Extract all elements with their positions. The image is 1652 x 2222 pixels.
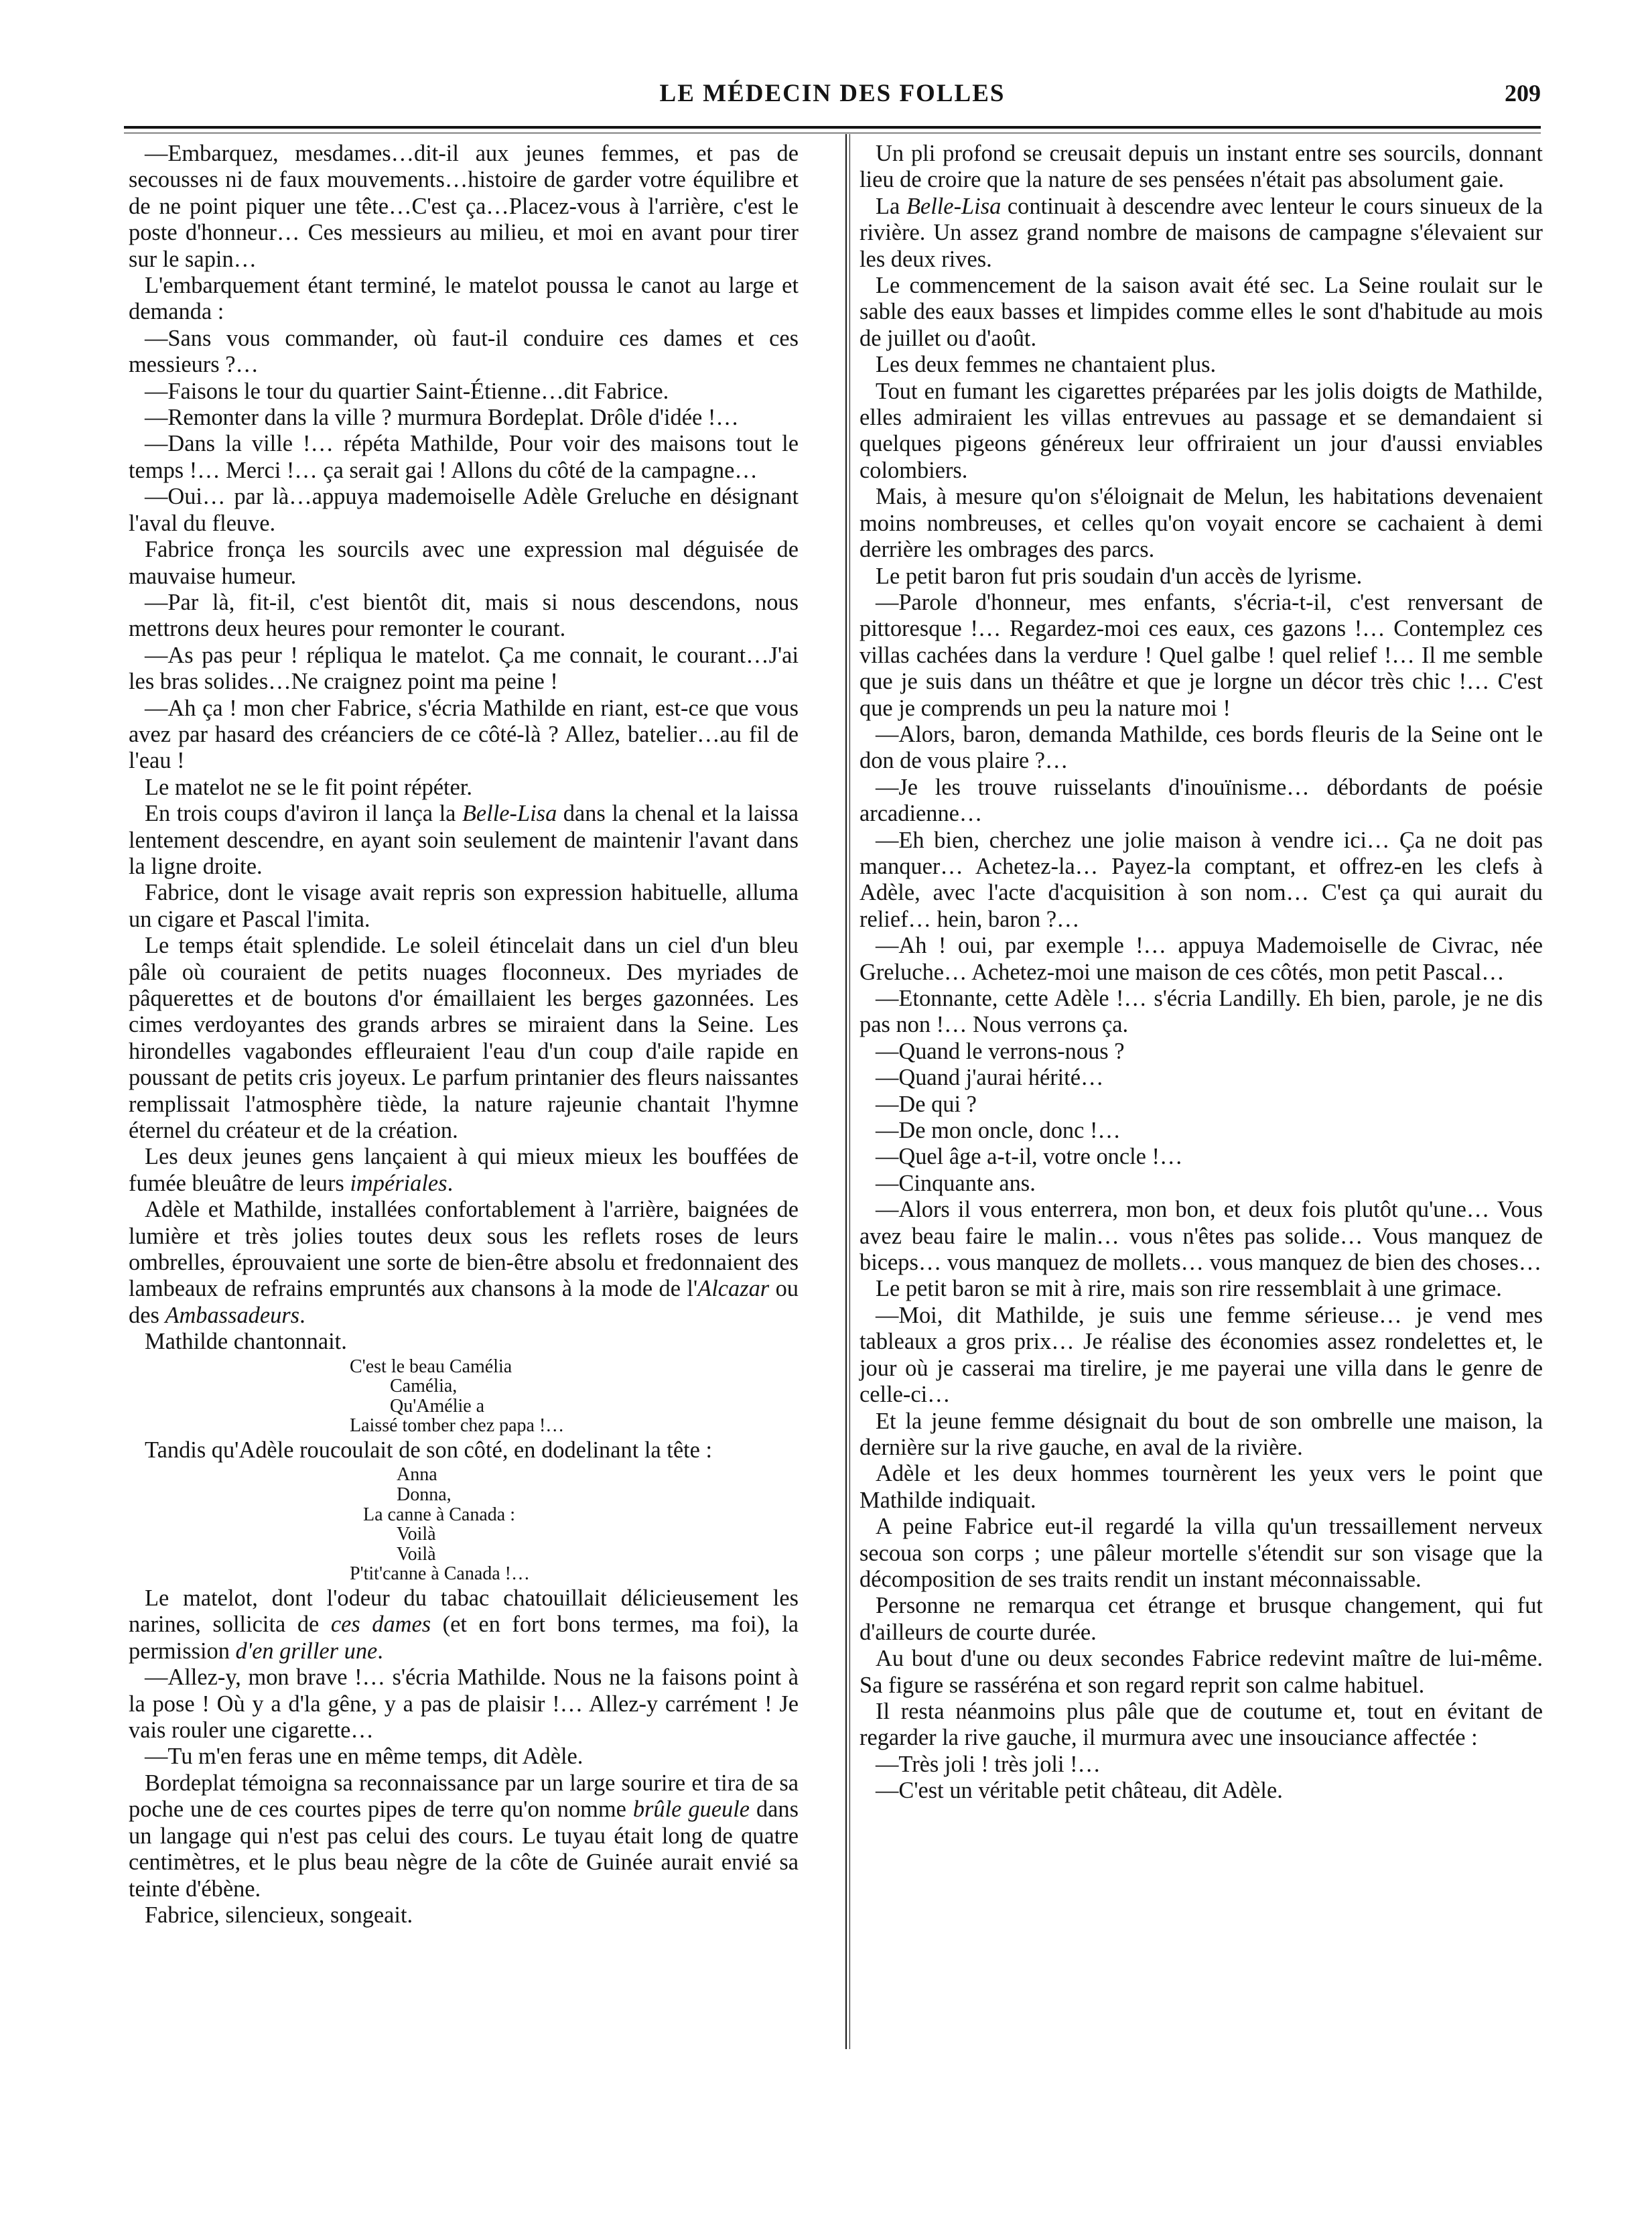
paragraph xyxy=(129,1585,799,1664)
song-verse-1 xyxy=(350,1357,799,1436)
paragraph xyxy=(129,1197,799,1329)
italic-text: Ambassadeurs xyxy=(165,1302,300,1328)
paragraph: —Etonnante, cette Adèle !… s'écria Landilly. Eh bien, parole, je ne dis pas non !… Nous verrons ça. xyxy=(859,986,1543,1038)
verse-line: C'est le beau Camélia xyxy=(350,1356,512,1377)
running-title: LE MÉDECIN DES FOLLES xyxy=(659,80,1006,107)
paragraph: Adèle et les deux hommes tournèrent les yeux vers le point que Mathilde indiquait. xyxy=(859,1461,1543,1513)
verse-line: Donna, xyxy=(397,1484,452,1506)
paragraph: —Remonter dans la ville ? murmura Bordeplat. Drôle d'idée !… xyxy=(145,405,739,431)
paragraph: Les deux femmes ne chantaient plus. xyxy=(876,352,1217,378)
paragraph: Mais, à mesure qu'on s'éloignait de Melun, les habitations devenaient moins nombreuses, et celles qu'on voyait encore se cachaient à demi derrière les ombrages des parcs. xyxy=(859,484,1543,563)
paragraph: Le petit baron se mit à rire, mais son rire ressemblait à une grimace. xyxy=(876,1276,1502,1302)
paragraph: —Alors il vous enterrera, mon bon, et deux fois plutôt qu'une… Vous avez beau faire le malin… vous n'êtes pas solide… Vous manquez de biceps… vous manquez de mollets… vous manquez de bien des choses… xyxy=(859,1197,1543,1276)
verse-line: P'tit'canne à Canada !… xyxy=(350,1563,530,1585)
paragraph: —Embarquez, mesdames…dit-il aux jeunes femmes, et pas de secousses ni de faux mouvements…histoire de garder votre équilibre et de ne point piquer une tête…C'est ça…Placez-vous à l'arrière, c'est le poste d'honneur… Ces messieurs au milieu, et moi en avant pour tirer sur le sapin… xyxy=(129,141,799,272)
text: Le matelot, dont l'odeur du tabac chatouillait délicieusement les narines, sollicita de xyxy=(129,1585,799,1638)
text: En trois coups d'aviron il lança la xyxy=(145,801,462,827)
text: . xyxy=(377,1638,383,1664)
paragraph: Personne ne remarqua cet étrange et brusque changement, qui fut d'ailleurs de courte durée. xyxy=(859,1593,1543,1645)
paragraph: —Parole d'honneur, mes enfants, s'écria-t-il, c'est renversant de pittoresque !… Regardez-moi ces eaux, ces gazons !… Contemplez ces villas cachées dans la verdure ! Quel galbe ! quel relief !… Il me semble que je suis dans un théâtre et que je lorgne un décor très chic !… C'est que je comprends un peu la nature moi ! xyxy=(859,589,1543,721)
italic-text: d'en griller une xyxy=(235,1638,378,1664)
paragraph: —Alors, baron, demanda Mathilde, ces bords fleuris de la Seine ont le don de vous plaire ?… xyxy=(859,721,1543,774)
paragraph: Le commencement de la saison avait été sec. La Seine roulait sur le sable des eaux basses et limpides comme elles le sont d'habitude au mois de juillet ou d'août. xyxy=(859,273,1543,351)
paragraph: —Ah ! oui, par exemple !… appuya Mademoiselle de Civrac, née Greluche… Achetez-moi une maison de ces côtés, mon petit Pascal… xyxy=(859,933,1543,985)
paragraph: —Très joli ! très joli !… xyxy=(876,1751,1101,1777)
paragraph: —Quel âge a-t-il, votre oncle !… xyxy=(876,1144,1183,1170)
text: (et en fort bons termes, ma foi), la permission xyxy=(129,1612,799,1664)
right-column xyxy=(859,141,1543,1805)
text: dans un langage qui n'est pas celui des cours. Le tuyau était long de quatre centimètres, et le plus beau nègre de la côte de Guinée aurait envié sa teinte d'ébène. xyxy=(129,1796,799,1902)
paragraph: Le matelot ne se le fit point répéter. xyxy=(145,774,472,800)
paragraph: —Tu m'en feras une en même temps, dit Adèle. xyxy=(145,1744,583,1770)
paragraph: —De qui ? xyxy=(876,1091,977,1117)
paragraph: Mathilde chantonnait. xyxy=(145,1329,347,1355)
paragraph: Le petit baron fut pris soudain d'un accès de lyrisme. xyxy=(876,563,1363,589)
column-divider xyxy=(845,134,847,2049)
text: ou des xyxy=(129,1276,799,1328)
paragraph: —Quand j'aurai hérité… xyxy=(876,1065,1104,1091)
paragraph: —As pas peur ! répliqua le matelot. Ça me connait, le courant…J'ai les bras solides…Ne craignez point ma peine ! xyxy=(129,642,799,695)
paragraph: A peine Fabrice eut-il regardé la villa qu'un tressaillement nerveux secoua son corps ; une pâleur mortelle s'étendit sur son visage que la décomposition de ses traits rendit un instant méconnaissable. xyxy=(859,1514,1543,1592)
verse-line: Qu'Amélie a xyxy=(390,1395,485,1417)
paragraph: —Sans vous commander, où faut-il conduire ces dames et ces messieurs ?… xyxy=(129,325,799,378)
paragraph xyxy=(129,801,799,880)
verse-line: Camélia, xyxy=(390,1376,458,1397)
italic-text: Alcazar xyxy=(697,1276,770,1302)
page-number: 209 xyxy=(1505,80,1541,107)
text: continuait à descendre avec lenteur le cours sinueux de la rivière. Un assez grand nombre de maisons de campagne s'élevaient sur les deux rives. xyxy=(859,193,1543,272)
paragraph: Tandis qu'Adèle roucoulait de son côté, en dodelinant la tête : xyxy=(145,1437,713,1463)
paragraph: —Faisons le tour du quartier Saint-Étienne…dit Fabrice. xyxy=(145,378,669,404)
paragraph: —Cinquante ans. xyxy=(876,1170,1036,1196)
text: Bordeplat témoigna sa reconnaissance par un large sourire et tira de sa poche une de ces courtes pipes de terre qu'on nomme xyxy=(129,1770,799,1823)
paragraph: —De mon oncle, donc !… xyxy=(876,1118,1121,1144)
paragraph: Il resta néanmoins plus pâle que de coutume et, tout en évitant de regarder la rive gauche, il murmura avec une insouciance affectée : xyxy=(859,1698,1543,1751)
text: Les deux jeunes gens lançaient à qui mieux mieux les bouffées de fumée bleuâtre de leurs xyxy=(129,1144,799,1196)
paragraph: —Je les trouve ruisselants d'inouïnisme… débordants de poésie arcadienne… xyxy=(859,774,1543,827)
paragraph: —Allez-y, mon brave !… s'écria Mathilde. Nous ne la faisons point à la pose ! Où y a d'la gêne, y a pas de plaisir !… Allez-y carrément ! Je vais rouler une cigarette… xyxy=(129,1664,799,1744)
verse-line: Laissé tomber chez papa !… xyxy=(350,1415,565,1437)
paragraph: —Moi, dit Mathilde, je suis une femme sérieuse… je vend mes tableaux a gros prix… Je réalise des économies assez rondelettes et, le jour où je casserai ma tirelire, je me payerai une villa dans le genre de celle-ci… xyxy=(859,1302,1543,1408)
verse-line: Voilà xyxy=(397,1524,436,1545)
paragraph: —Eh bien, cherchez une jolie maison à vendre ici… Ça ne doit pas manquer… Achetez-la… Payez-la comptant, et offrez-en les clefs à Adèle, avec l'acte d'acquisition à son nom… C'est ça qui aurait du relief… hein, baron ?… xyxy=(859,827,1543,932)
header-rule xyxy=(124,126,1541,129)
paragraph xyxy=(129,1770,799,1902)
verse-line: Voilà xyxy=(397,1543,436,1565)
page-header xyxy=(124,74,1541,121)
paragraph: —Oui… par là…appuya mademoiselle Adèle Greluche en désignant l'aval du fleuve. xyxy=(129,484,799,536)
paragraph: Tout en fumant les cigarettes préparées par les jolis doigts de Mathilde, elles admiraient les villas entrevues au passage et se demandaient si quelques pigeons généreux leur offriraient un jour d'aussi enviables colombiers. xyxy=(859,378,1543,483)
italic-text: Belle-Lisa xyxy=(462,801,557,827)
paragraph: —Quand le verrons-nous ? xyxy=(876,1038,1125,1064)
paragraph: Fabrice fronça les sourcils avec une expression mal déguisée de mauvaise humeur. xyxy=(129,537,799,589)
italic-text: brûle gueule xyxy=(632,1796,750,1823)
paragraph: —Dans la ville !… répéta Mathilde, Pour voir des maisons tout le temps !… Merci !… ça serait gai ! Allons du côté de la campagne… xyxy=(129,431,799,483)
paragraph xyxy=(129,1144,799,1197)
column-divider-thin xyxy=(849,134,850,2049)
text: . xyxy=(299,1302,305,1328)
verse-line: La canne à Canada : xyxy=(363,1504,515,1525)
paragraph: Fabrice, silencieux, songeait. xyxy=(145,1902,413,1928)
paragraph: Le temps était splendide. Le soleil étincelait dans un ciel d'un bleu pâle où couraient de petits nuages floconneux. Des myriades de pâquerettes et de boutons d'or émaillaient les berges gazonnées. Les cimes verdoyantes des grands arbres se miraient dans la Seine. Les hirondelles vagabondes effleuraient l'eau d'un coup d'aile rapide en poussant de petits cris joyeux. Le parfum printanier des fleurs naissantes remplissait l'atmosphère tiède, la nature rajeunie chantait l'hymne éternel du créateur et de la création. xyxy=(129,933,799,1144)
italic-text: impériales xyxy=(350,1170,448,1196)
paragraph: Au bout d'une ou deux secondes Fabrice redevint maître de lui-même. Sa figure se rasséréna et son regard reprit son calme habituel. xyxy=(859,1646,1543,1698)
song-verse-2 xyxy=(350,1465,799,1584)
paragraph: Fabrice, dont le visage avait repris son expression habituelle, alluma un cigare et Pascal l'imita. xyxy=(129,880,799,932)
paragraph: —Ah ça ! mon cher Fabrice, s'écria Mathilde en riant, est-ce que vous avez par hasard des créanciers de ce côté-là ? Allez, batelier…au fil de l'eau ! xyxy=(129,695,799,774)
paragraph: Et la jeune femme désignait du bout de son ombrelle une maison, la dernière sur la rive gauche, en aval de la rivière. xyxy=(859,1408,1543,1460)
left-column xyxy=(129,141,799,1929)
italic-text: ces dames xyxy=(330,1612,431,1638)
text: dans la chenal et la laissa lentement descendre, en ayant soin seulement de maintenir l'avant dans la ligne droite. xyxy=(129,801,799,879)
paragraph: L'embarquement étant terminé, le matelot poussa le canot au large et demanda : xyxy=(129,273,799,325)
text: Adèle et Mathilde, installées confortablement à l'arrière, baignées de lumière et très jolies toutes deux sous les reflets roses de leurs ombrelles, éprouvaient une sorte de bien-être absolu et fredonnaient des lambeaux de refrains empruntés aux chansons à la mode de l' xyxy=(129,1197,799,1302)
verse-line: Anna xyxy=(397,1464,437,1486)
italic-text: Belle-Lisa xyxy=(906,193,1002,219)
text: . xyxy=(447,1170,454,1196)
paragraph xyxy=(859,194,1543,273)
text: La xyxy=(876,193,906,219)
paragraph: —Par là, fit-il, c'est bientôt dit, mais si nous descendons, nous mettrons deux heures pour remonter le courant. xyxy=(129,589,799,642)
paragraph: —C'est un véritable petit château, dit Adèle. xyxy=(876,1778,1283,1804)
paragraph: Un pli profond se creusait depuis un instant entre ses sourcils, donnant lieu de croire que la nature de ses pensées n'était pas absolument gaie. xyxy=(859,141,1543,193)
